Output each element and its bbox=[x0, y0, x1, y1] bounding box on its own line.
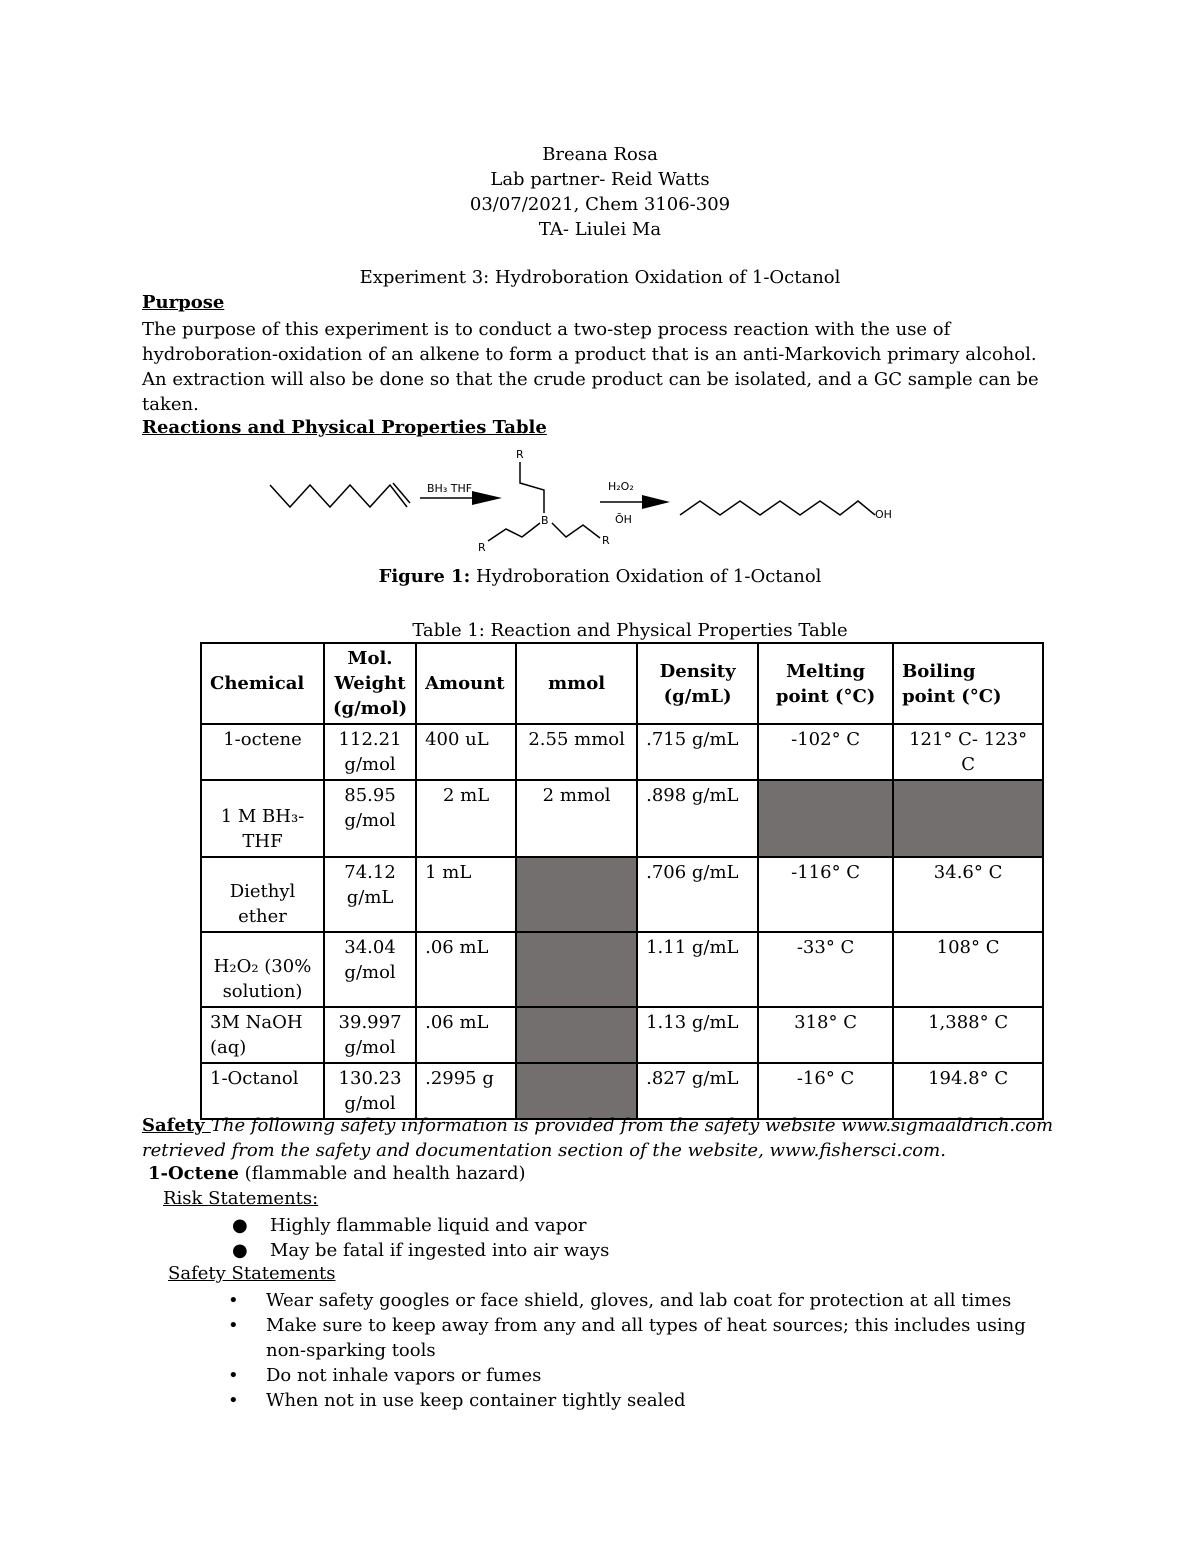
octene-structure bbox=[270, 485, 407, 507]
bullet-icon: • bbox=[228, 1390, 239, 1411]
cell-melting-point: -102° C bbox=[758, 724, 893, 780]
bullet-icon: ● bbox=[232, 1215, 248, 1236]
purpose-text: The purpose of this experiment is to conduct a two-step process reaction with the use of hydroboration-oxidation of an alkene to form a product that is an anti-Markovich primary alcohol. An extraction will also be done so that the crude product can be isolated, and a GC sample can be taken. bbox=[142, 319, 1039, 415]
cell-boiling-point: 194.8° C bbox=[893, 1063, 1043, 1119]
table-header-row bbox=[201, 643, 1043, 724]
boron-label: B bbox=[541, 514, 549, 527]
table-row bbox=[201, 857, 1043, 932]
cell-melting-point-empty bbox=[758, 780, 893, 857]
cell-mmol-empty bbox=[516, 932, 637, 1007]
octanol-structure bbox=[680, 501, 875, 515]
ta-name: TA- Liulei Ma bbox=[538, 219, 662, 240]
table-row bbox=[201, 932, 1043, 1007]
cell-boiling-point: 1,388° C bbox=[893, 1007, 1043, 1063]
r-label-left: R bbox=[478, 541, 486, 554]
header-mol-weight: Mol. Weight (g/mol) bbox=[324, 643, 416, 724]
bullet-icon: • bbox=[228, 1290, 239, 1311]
list-item: ● Highly flammable liquid and vapor bbox=[232, 1215, 587, 1236]
bullet-icon: • bbox=[228, 1365, 239, 1386]
cell-chemical: 1-octene bbox=[201, 724, 324, 780]
table-row bbox=[201, 724, 1043, 780]
cell-mol-weight: 74.12 g/mL bbox=[324, 857, 416, 932]
cell-chemical: Diethyl ether bbox=[201, 857, 324, 932]
cell-mol-weight: 130.23 g/mol bbox=[324, 1063, 416, 1119]
list-item: ● May be fatal if ingested into air ways bbox=[232, 1240, 610, 1261]
cell-mmol: 2.55 mmol bbox=[516, 724, 637, 780]
table-row bbox=[201, 780, 1043, 857]
cell-melting-point: -33° C bbox=[758, 932, 893, 1007]
reaction-scheme bbox=[260, 445, 920, 560]
cell-melting-point: 318° C bbox=[758, 1007, 893, 1063]
safety-intro: The following safety information is provided from the safety website www.sigmaaldrich.com retrieved from the safety and documentation section of the website, www.fishersci.com. bbox=[142, 1115, 1054, 1161]
cell-mol-weight: 112.21 g/mol bbox=[324, 724, 416, 780]
chemical-note: (flammable and health hazard) bbox=[238, 1163, 526, 1184]
cell-amount: .06 mL bbox=[416, 1007, 516, 1063]
cell-mol-weight: 39.997 g/mol bbox=[324, 1007, 416, 1063]
cell-amount: 2 mL bbox=[416, 780, 516, 857]
list-item: • Do not inhale vapors or fumes bbox=[228, 1365, 542, 1386]
purpose-heading: Purpose bbox=[142, 292, 225, 313]
bullet-icon: ● bbox=[232, 1240, 248, 1261]
table-row bbox=[201, 1007, 1043, 1063]
safety-paragraph bbox=[142, 1113, 1062, 1163]
cell-mmol: 2 mmol bbox=[516, 780, 637, 857]
properties-table bbox=[200, 642, 1044, 1120]
cell-boiling-point-empty bbox=[893, 780, 1043, 857]
cell-mmol-empty bbox=[516, 857, 637, 932]
cell-density: .827 g/mL bbox=[637, 1063, 758, 1119]
safety-heading: Safety bbox=[142, 1115, 211, 1136]
table-row bbox=[201, 1063, 1043, 1119]
cell-amount: 400 uL bbox=[416, 724, 516, 780]
header-amount: Amount bbox=[416, 643, 516, 724]
date-course: 03/07/2021, Chem 3106-309 bbox=[469, 194, 731, 215]
experiment-title: Experiment 3: Hydroboration Oxidation of 1-Octanol bbox=[359, 267, 841, 288]
list-item: • Make sure to keep away from any and all types of heat sources; this includes using non-sparking tools bbox=[228, 1315, 1026, 1361]
chemical-entry bbox=[148, 1163, 526, 1184]
bullet-icon: • bbox=[228, 1315, 239, 1336]
header-density: Density (g/mL) bbox=[637, 643, 758, 724]
reagent-hydroxide: ŌH bbox=[615, 513, 632, 526]
reactions-heading: Reactions and Physical Properties Table bbox=[142, 417, 547, 438]
lab-partner: Lab partner- Reid Watts bbox=[490, 169, 710, 190]
safety-statements-list bbox=[228, 1288, 1058, 1413]
cell-amount: 1 mL bbox=[416, 857, 516, 932]
figure-caption bbox=[0, 566, 1200, 587]
chemical-name: 1-Octene bbox=[148, 1163, 239, 1184]
cell-mmol-empty bbox=[516, 1063, 637, 1119]
cell-boiling-point: 34.6° C bbox=[893, 857, 1043, 932]
cell-chemical: 3M NaOH (aq) bbox=[201, 1007, 324, 1063]
cell-mol-weight: 34.04 g/mol bbox=[324, 932, 416, 1007]
safety-statements-heading: Safety Statements bbox=[168, 1263, 336, 1284]
author-name: Breana Rosa bbox=[542, 144, 658, 165]
list-item: • When not in use keep container tightly sealed bbox=[228, 1390, 686, 1411]
risk-list bbox=[232, 1213, 609, 1263]
header-boiling-point: Boiling point (°C) bbox=[893, 643, 1043, 724]
list-item: • Wear safety googles or face shield, gloves, and lab coat for protection at all times bbox=[228, 1290, 1012, 1311]
risk-statements-heading: Risk Statements: bbox=[163, 1188, 319, 1209]
cell-boiling-point: 108° C bbox=[893, 932, 1043, 1007]
cell-amount: .06 mL bbox=[416, 932, 516, 1007]
figure-caption-text: Hydroboration Oxidation of 1-Octanol bbox=[470, 566, 822, 587]
r-label-top: R bbox=[516, 448, 524, 461]
cell-melting-point: -116° C bbox=[758, 857, 893, 932]
reagent-bh3-thf: BH₃ THF bbox=[427, 482, 473, 495]
r-label-right: R bbox=[602, 534, 610, 547]
cell-mol-weight: 85.95 g/mol bbox=[324, 780, 416, 857]
cell-density: .898 g/mL bbox=[637, 780, 758, 857]
cell-chemical: H₂O₂ (30% solution) bbox=[201, 932, 324, 1007]
reagent-h2o2: H₂O₂ bbox=[608, 480, 634, 493]
cell-density: .706 g/mL bbox=[637, 857, 758, 932]
cell-chemical: 1 M BH₃-THF bbox=[201, 780, 324, 857]
cell-density: .715 g/mL bbox=[637, 724, 758, 780]
cell-melting-point: -16° C bbox=[758, 1063, 893, 1119]
cell-density: 1.11 g/mL bbox=[637, 932, 758, 1007]
hydroxyl-label: OH bbox=[875, 508, 892, 521]
figure-label: Figure 1: bbox=[378, 566, 471, 587]
cell-boiling-point: 121° C- 123° C bbox=[893, 724, 1043, 780]
header-melting-point: Melting point (°C) bbox=[758, 643, 893, 724]
document-header bbox=[0, 142, 1200, 242]
table-caption: Table 1: Reaction and Physical Properties Table bbox=[412, 620, 848, 641]
cell-mmol-empty bbox=[516, 1007, 637, 1063]
cell-chemical: 1-Octanol bbox=[201, 1063, 324, 1119]
header-chemical: Chemical bbox=[201, 643, 324, 724]
cell-density: 1.13 g/mL bbox=[637, 1007, 758, 1063]
cell-amount: .2995 g bbox=[416, 1063, 516, 1119]
header-mmol: mmol bbox=[516, 643, 637, 724]
